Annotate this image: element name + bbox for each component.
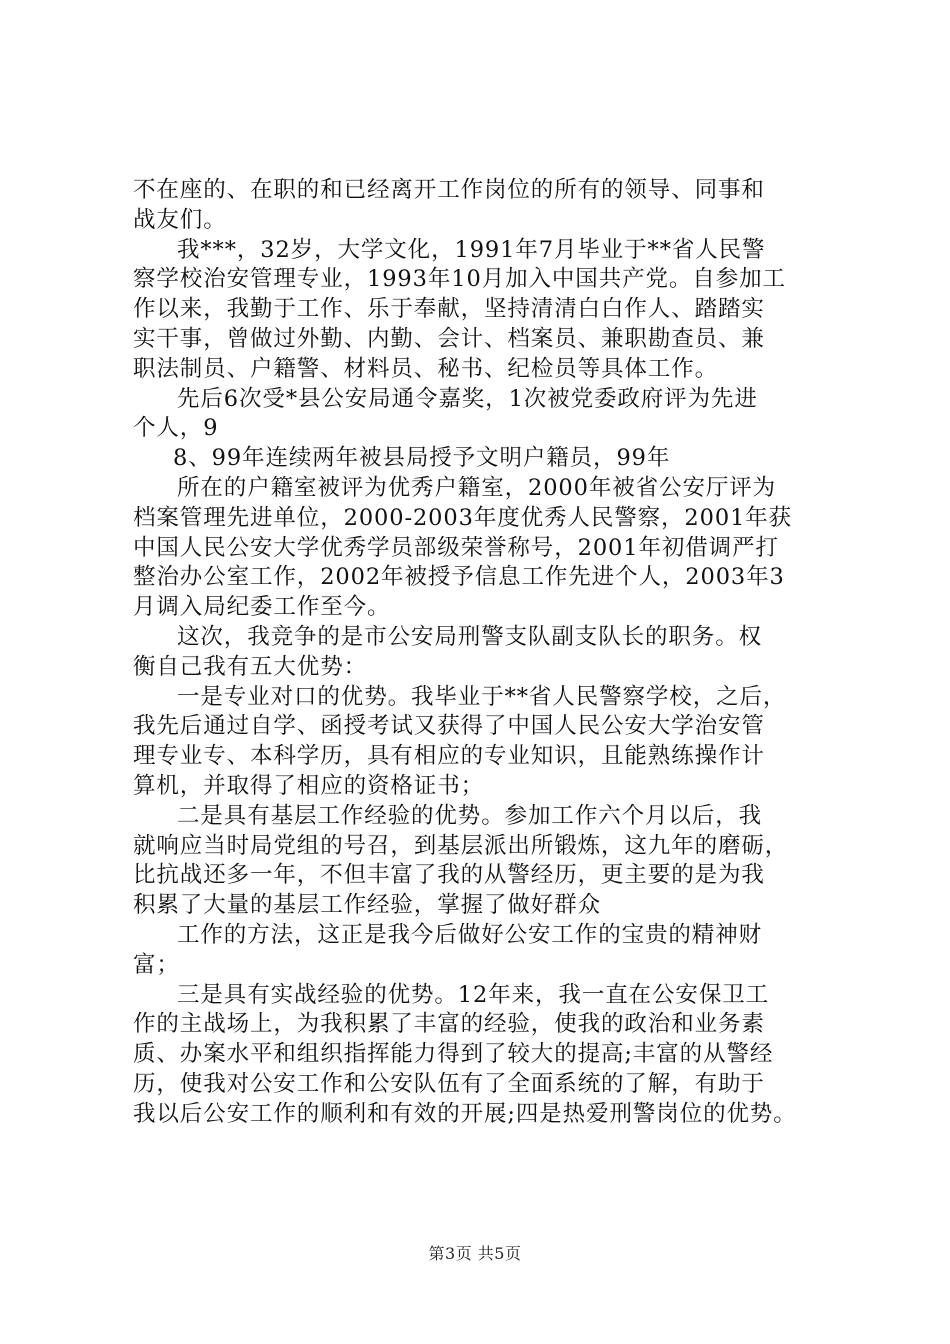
text-line: 8、99年连续两年被县局授予文明户籍员，99年 — [173, 445, 671, 472]
text-line: 我以后公安工作的顺利和有效的开展;四是热爱刑警岗位的优势。 — [133, 1100, 797, 1127]
text-line: 质、办案水平和组织指挥能力得到了较大的提高;丰富的从警经 — [133, 1041, 774, 1068]
text-line: 工作的方法，这正是我今后做好公安工作的宝贵的精神财 — [177, 921, 763, 948]
text-line: 档案管理先进单位，2000-2003年度优秀人民警察，2001年获 — [133, 504, 793, 531]
text-line: 积累了大量的基层工作经验，掌握了做好群众 — [133, 892, 602, 919]
text-line: 这次，我竞争的是市公安局刑警支队副支队长的职务。权 — [177, 623, 763, 650]
text-line: 作的主战场上，为我积累了丰富的经验，使我的政治和业务素 — [133, 1011, 765, 1038]
text-line: 整治办公室工作，2002年被授予信息工作先进个人，2003年3 — [133, 564, 785, 591]
text-line: 就响应当时局党组的号召，到基层派出所锻炼，这九年的磨砺， — [133, 832, 789, 859]
text-line: 战友们。 — [133, 206, 227, 233]
text-line: 三是具有实战经验的优势。12年来，我一直在公安保卫工 — [177, 981, 770, 1008]
text-line: 个人，9 — [133, 415, 219, 442]
text-line: 不在座的、在职的和已经离开工作岗位的所有的领导、同事和 — [133, 177, 765, 203]
text-line: 衡自己我有五大优势： — [133, 653, 368, 680]
text-line: 中国人民公安大学优秀学员部级荣誉称号，2001年初借调严打 — [133, 534, 779, 561]
text-line: 理专业专、本科学历，具有相应的专业知识，且能熟练操作计 — [133, 743, 765, 770]
document-body — [133, 176, 833, 1130]
text-line: 实干事，曾做过外勤、内勤、会计、档案员、兼职勘查员、兼 — [133, 325, 765, 352]
page-footer: 第3页 共5页 — [428, 1244, 522, 1263]
text-line: 我先后通过自学、函授考试又获得了中国人民公安大学治安管 — [133, 713, 765, 740]
text-line: 我***，32岁，大学文化，1991年7月毕业于**省人民警 — [177, 236, 766, 263]
text-line: 一是专业对口的优势。我毕业于**省人民警察学校，之后， — [177, 683, 787, 710]
text-line: 富； — [133, 951, 180, 978]
text-line: 月调入局纪委工作至今。 — [133, 594, 391, 621]
text-line: 先后6次受*县公安局通令嘉奖，1次被党委政府评为先进 — [177, 385, 758, 412]
text-line: 职法制员、户籍警、材料员、秘书、纪检员等具体工作。 — [133, 355, 719, 382]
text-line: 历，使我对公安工作和公安队伍有了全面系统的了解，有助于 — [133, 1070, 765, 1097]
text-line: 比抗战还多一年，不但丰富了我的从警经历，更主要的是为我 — [133, 862, 765, 889]
text-line: 察学校治安管理专业，1993年10月加入中国共产党。自参加工 — [133, 266, 786, 293]
text-line: 二是具有基层工作经验的优势。参加工作六个月以后，我 — [177, 802, 763, 829]
text-line: 作以来，我勤于工作、乐于奉献，坚持清清白白作人、踏踏实 — [133, 296, 765, 323]
text-line: 所在的户籍室被评为优秀户籍室，2000年被省公安厅评为 — [177, 474, 777, 501]
text-line: 算机，并取得了相应的资格证书； — [133, 772, 485, 799]
